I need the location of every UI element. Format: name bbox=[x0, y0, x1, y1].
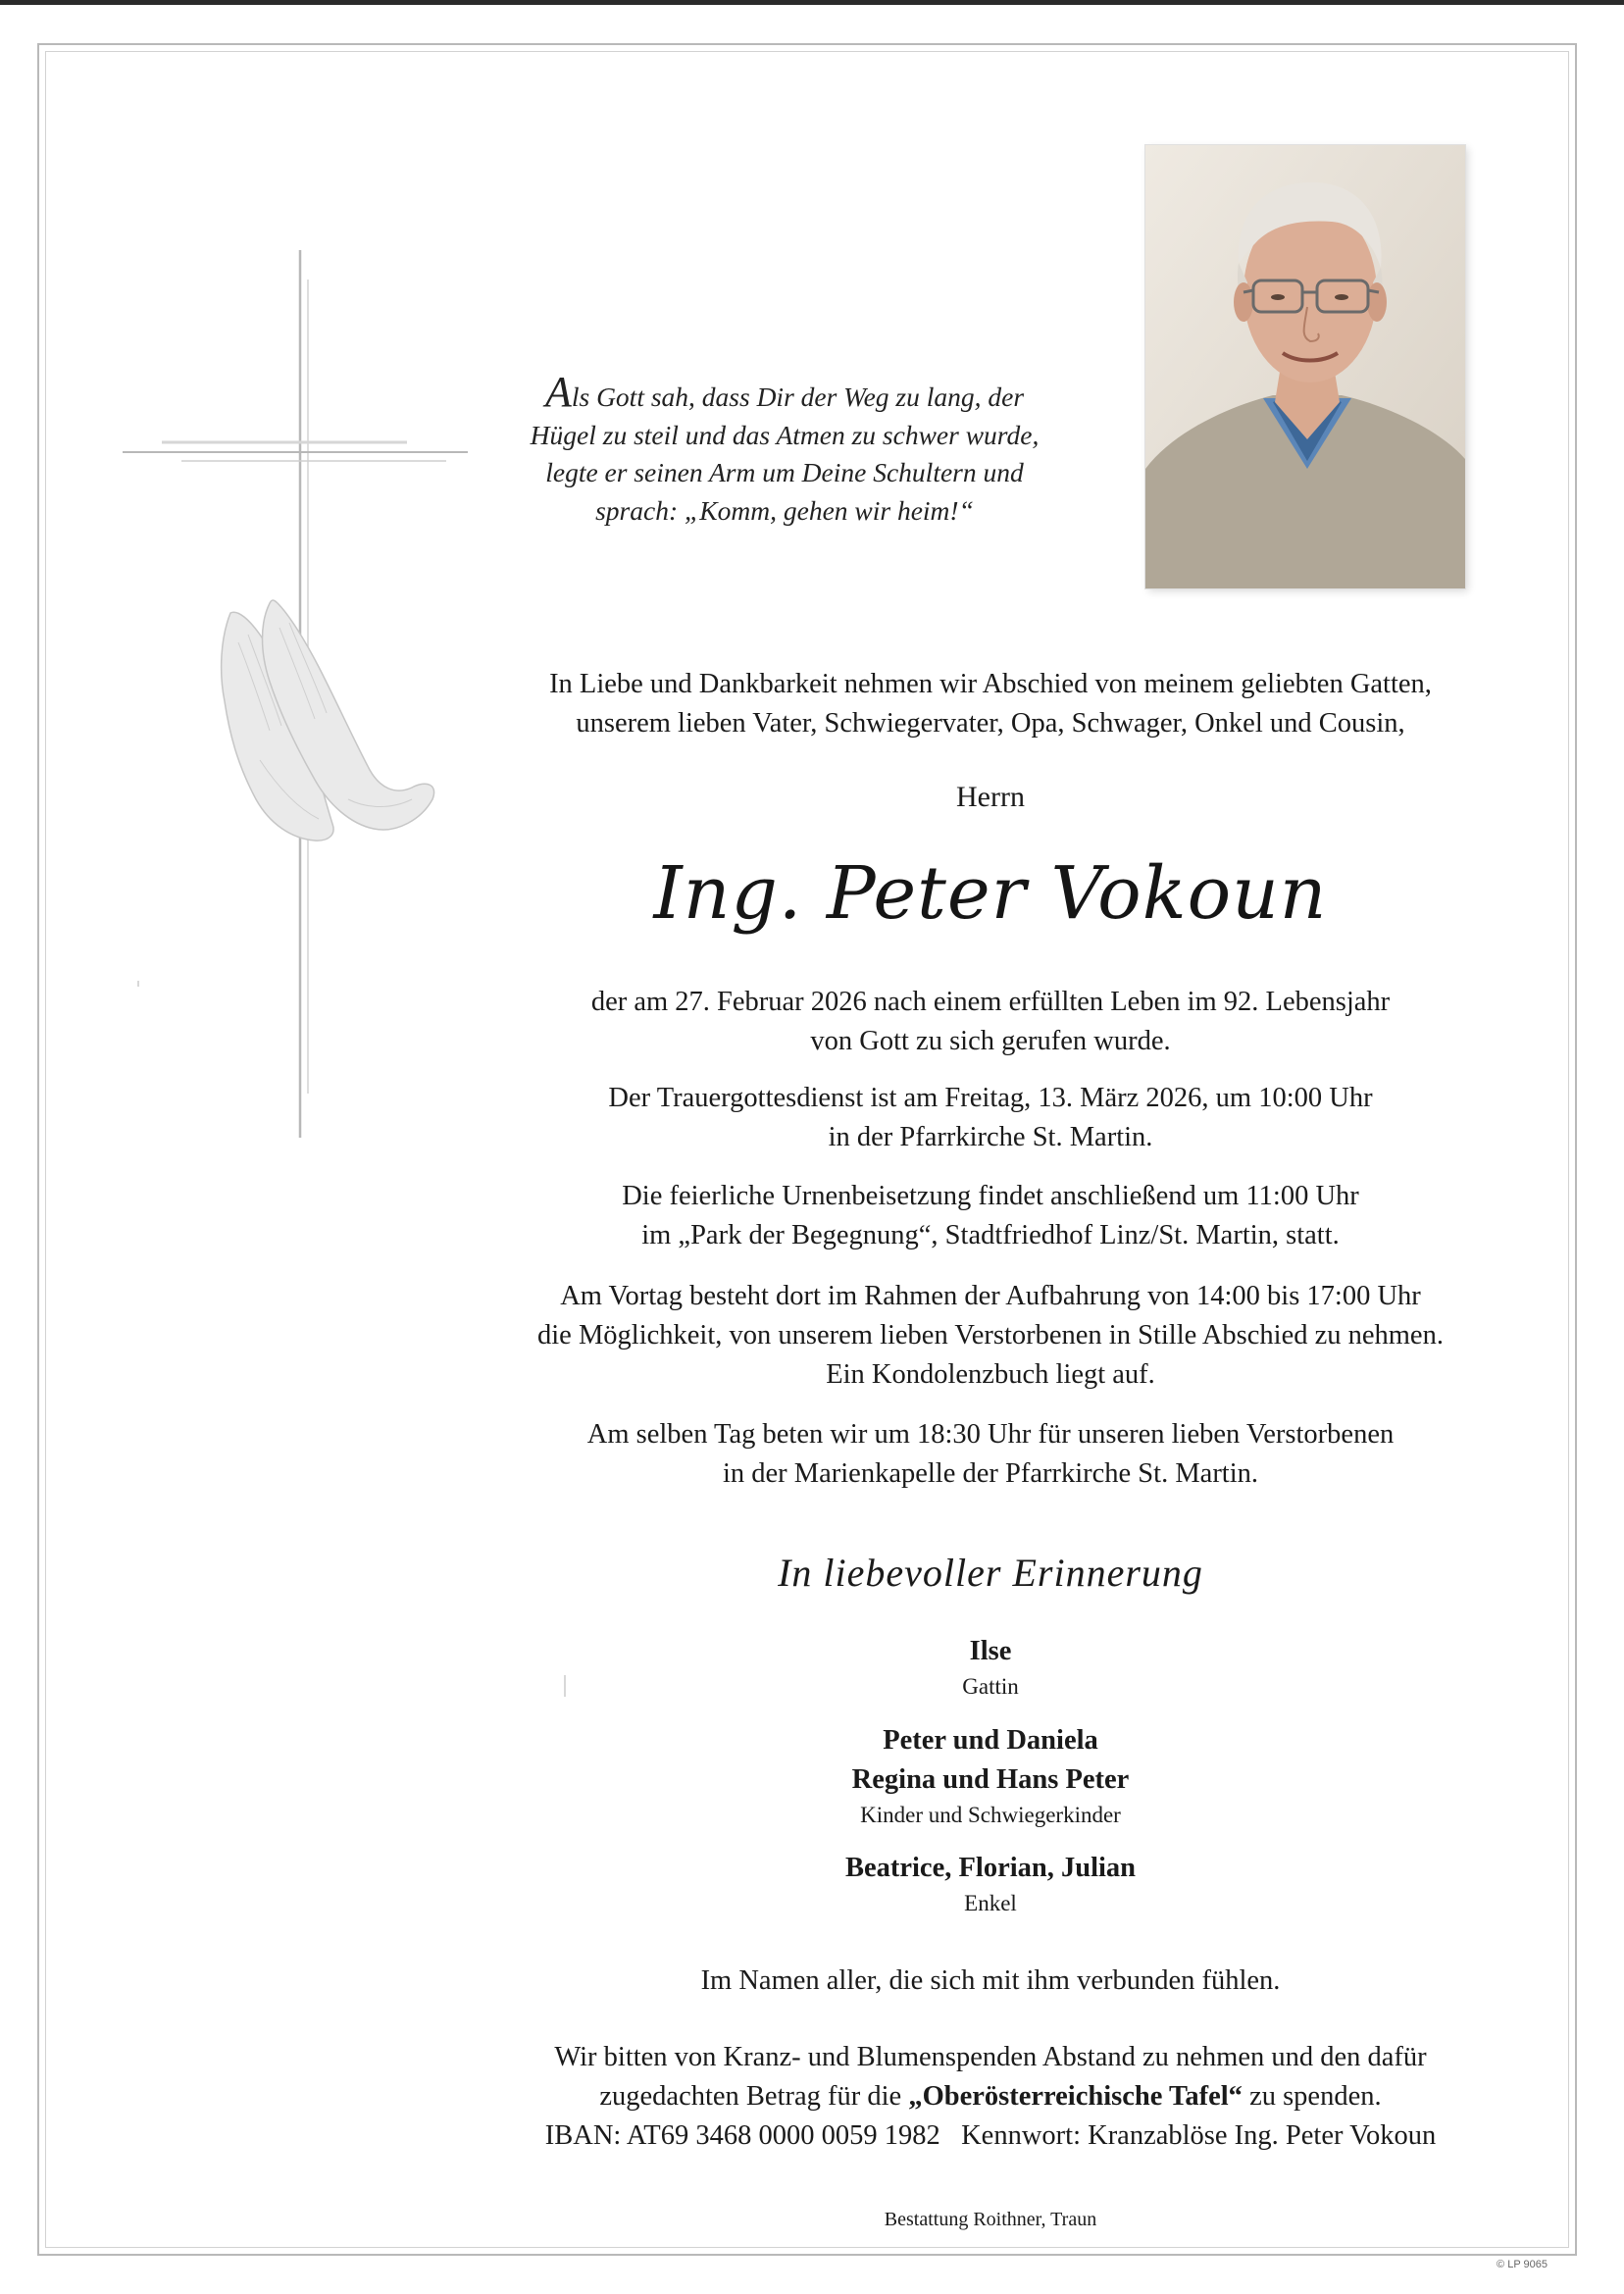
paragraph-line: Ein Kondolenzbuch liegt auf. bbox=[826, 1359, 1155, 1390]
prayer-paragraph bbox=[461, 1415, 1520, 1494]
bank-details: IBAN: AT69 3468 0000 0059 1982 Kennwort: Kranzablöse Ing. Peter Vokoun bbox=[544, 2120, 1437, 2151]
portrait-photo bbox=[1145, 145, 1465, 588]
salutation: Herrn bbox=[956, 781, 1025, 813]
poem-line: sprach: „Komm, gehen wir heim!“ bbox=[595, 494, 974, 526]
mourner-name: Ilse bbox=[969, 1636, 1012, 1666]
service-paragraph bbox=[461, 1079, 1520, 1157]
charity-name: „Oberösterreichische Tafel“ bbox=[908, 2081, 1243, 2112]
mourner-name: Regina und Hans Peter bbox=[851, 1764, 1130, 1795]
donation-line bbox=[461, 2077, 1520, 2116]
intro-line: unserem lieben Vater, Schwiegervater, Opa, Schwager, Onkel und Cousin, bbox=[576, 708, 1405, 739]
template-code: © LP 9065 bbox=[1497, 2259, 1548, 2270]
paragraph-line: Die feierliche Urnenbeisetzung findet anschließend um 11:00 Uhr bbox=[622, 1181, 1359, 1211]
burial-paragraph bbox=[461, 1177, 1520, 1255]
donation-text: zugedachten Betrag für die bbox=[599, 2081, 909, 2112]
paragraph-line: im „Park der Begegnung“, Stadtfriedhof Linz/St. Martin, statt. bbox=[641, 1220, 1340, 1250]
paragraph-line: Am Vortag besteht dort im Rahmen der Aufbahrung von 14:00 bis 17:00 Uhr bbox=[560, 1281, 1421, 1311]
poem-line bbox=[510, 368, 1059, 417]
paragraph-line: die Möglichkeit, von unserem lieben Verstorbenen in Stille Abschied zu nehmen. bbox=[537, 1320, 1444, 1351]
mourner-role: Kinder und Schwiegerkinder bbox=[860, 1803, 1121, 1827]
scan-mark bbox=[137, 981, 139, 987]
donation-text: zu spenden. bbox=[1242, 2081, 1382, 2112]
portrait-image bbox=[1145, 145, 1465, 588]
paragraph-line: von Gott zu sich gerufen wurde. bbox=[810, 1026, 1171, 1056]
cross-with-praying-hands-icon bbox=[123, 250, 476, 1143]
paragraph-line: Am selben Tag beten wir um 18:30 Uhr für unseren lieben Verstorbenen bbox=[586, 1419, 1395, 1450]
poem-dropcap: A bbox=[544, 368, 572, 416]
mourner-name: Beatrice, Florian, Julian bbox=[844, 1853, 1137, 1883]
intro-line: In Liebe und Dankbarkeit nehmen wir Abschied von meinem geliebten Gatten, bbox=[549, 669, 1432, 699]
death-paragraph bbox=[461, 983, 1520, 1061]
paragraph-line: in der Marienkapelle der Pfarrkirche St. Martin. bbox=[722, 1458, 1259, 1489]
mourner-group-spouse bbox=[461, 1632, 1520, 1703]
paragraph-line: in der Pfarrkirche St. Martin. bbox=[828, 1122, 1153, 1152]
mourner-group-children bbox=[461, 1721, 1520, 1831]
deceased-name: Ing. Peter Vokoun bbox=[653, 851, 1328, 936]
top-rule bbox=[0, 0, 1624, 5]
poem-line: Hügel zu steil und das Atmen zu schwer wurde, bbox=[530, 419, 1040, 450]
poem-line: legte er seinen Arm um Deine Schultern und bbox=[545, 457, 1024, 487]
closing-line: Im Namen aller, die sich mit ihm verbunden fühlen. bbox=[700, 1965, 1281, 1996]
donation-line: Wir bitten von Kranz- und Blumenspenden Abstand zu nehmen und den dafür bbox=[554, 2042, 1427, 2072]
undertaker: Bestattung Roithner, Traun bbox=[884, 2209, 1097, 2230]
memorial-poem bbox=[510, 368, 1059, 530]
mourner-name: Peter und Daniela bbox=[883, 1725, 1098, 1756]
viewing-paragraph bbox=[461, 1277, 1520, 1395]
mourner-role: Enkel bbox=[964, 1891, 1017, 1915]
intro-paragraph bbox=[461, 665, 1520, 743]
poem-line-rest: ls Gott sah, dass Dir der Weg zu lang, der bbox=[571, 382, 1025, 412]
mourner-role: Gattin bbox=[962, 1674, 1019, 1699]
paragraph-line: der am 27. Februar 2026 nach einem erfüllten Leben im 92. Lebensjahr bbox=[590, 987, 1391, 1017]
mourner-group-grandchildren bbox=[461, 1849, 1520, 1919]
donation-paragraph bbox=[461, 2038, 1520, 2156]
paragraph-line: Der Trauergottesdienst ist am Freitag, 13. März 2026, um 10:00 Uhr bbox=[608, 1083, 1373, 1113]
memory-heading: In liebevoller Erinnerung bbox=[778, 1551, 1203, 1595]
